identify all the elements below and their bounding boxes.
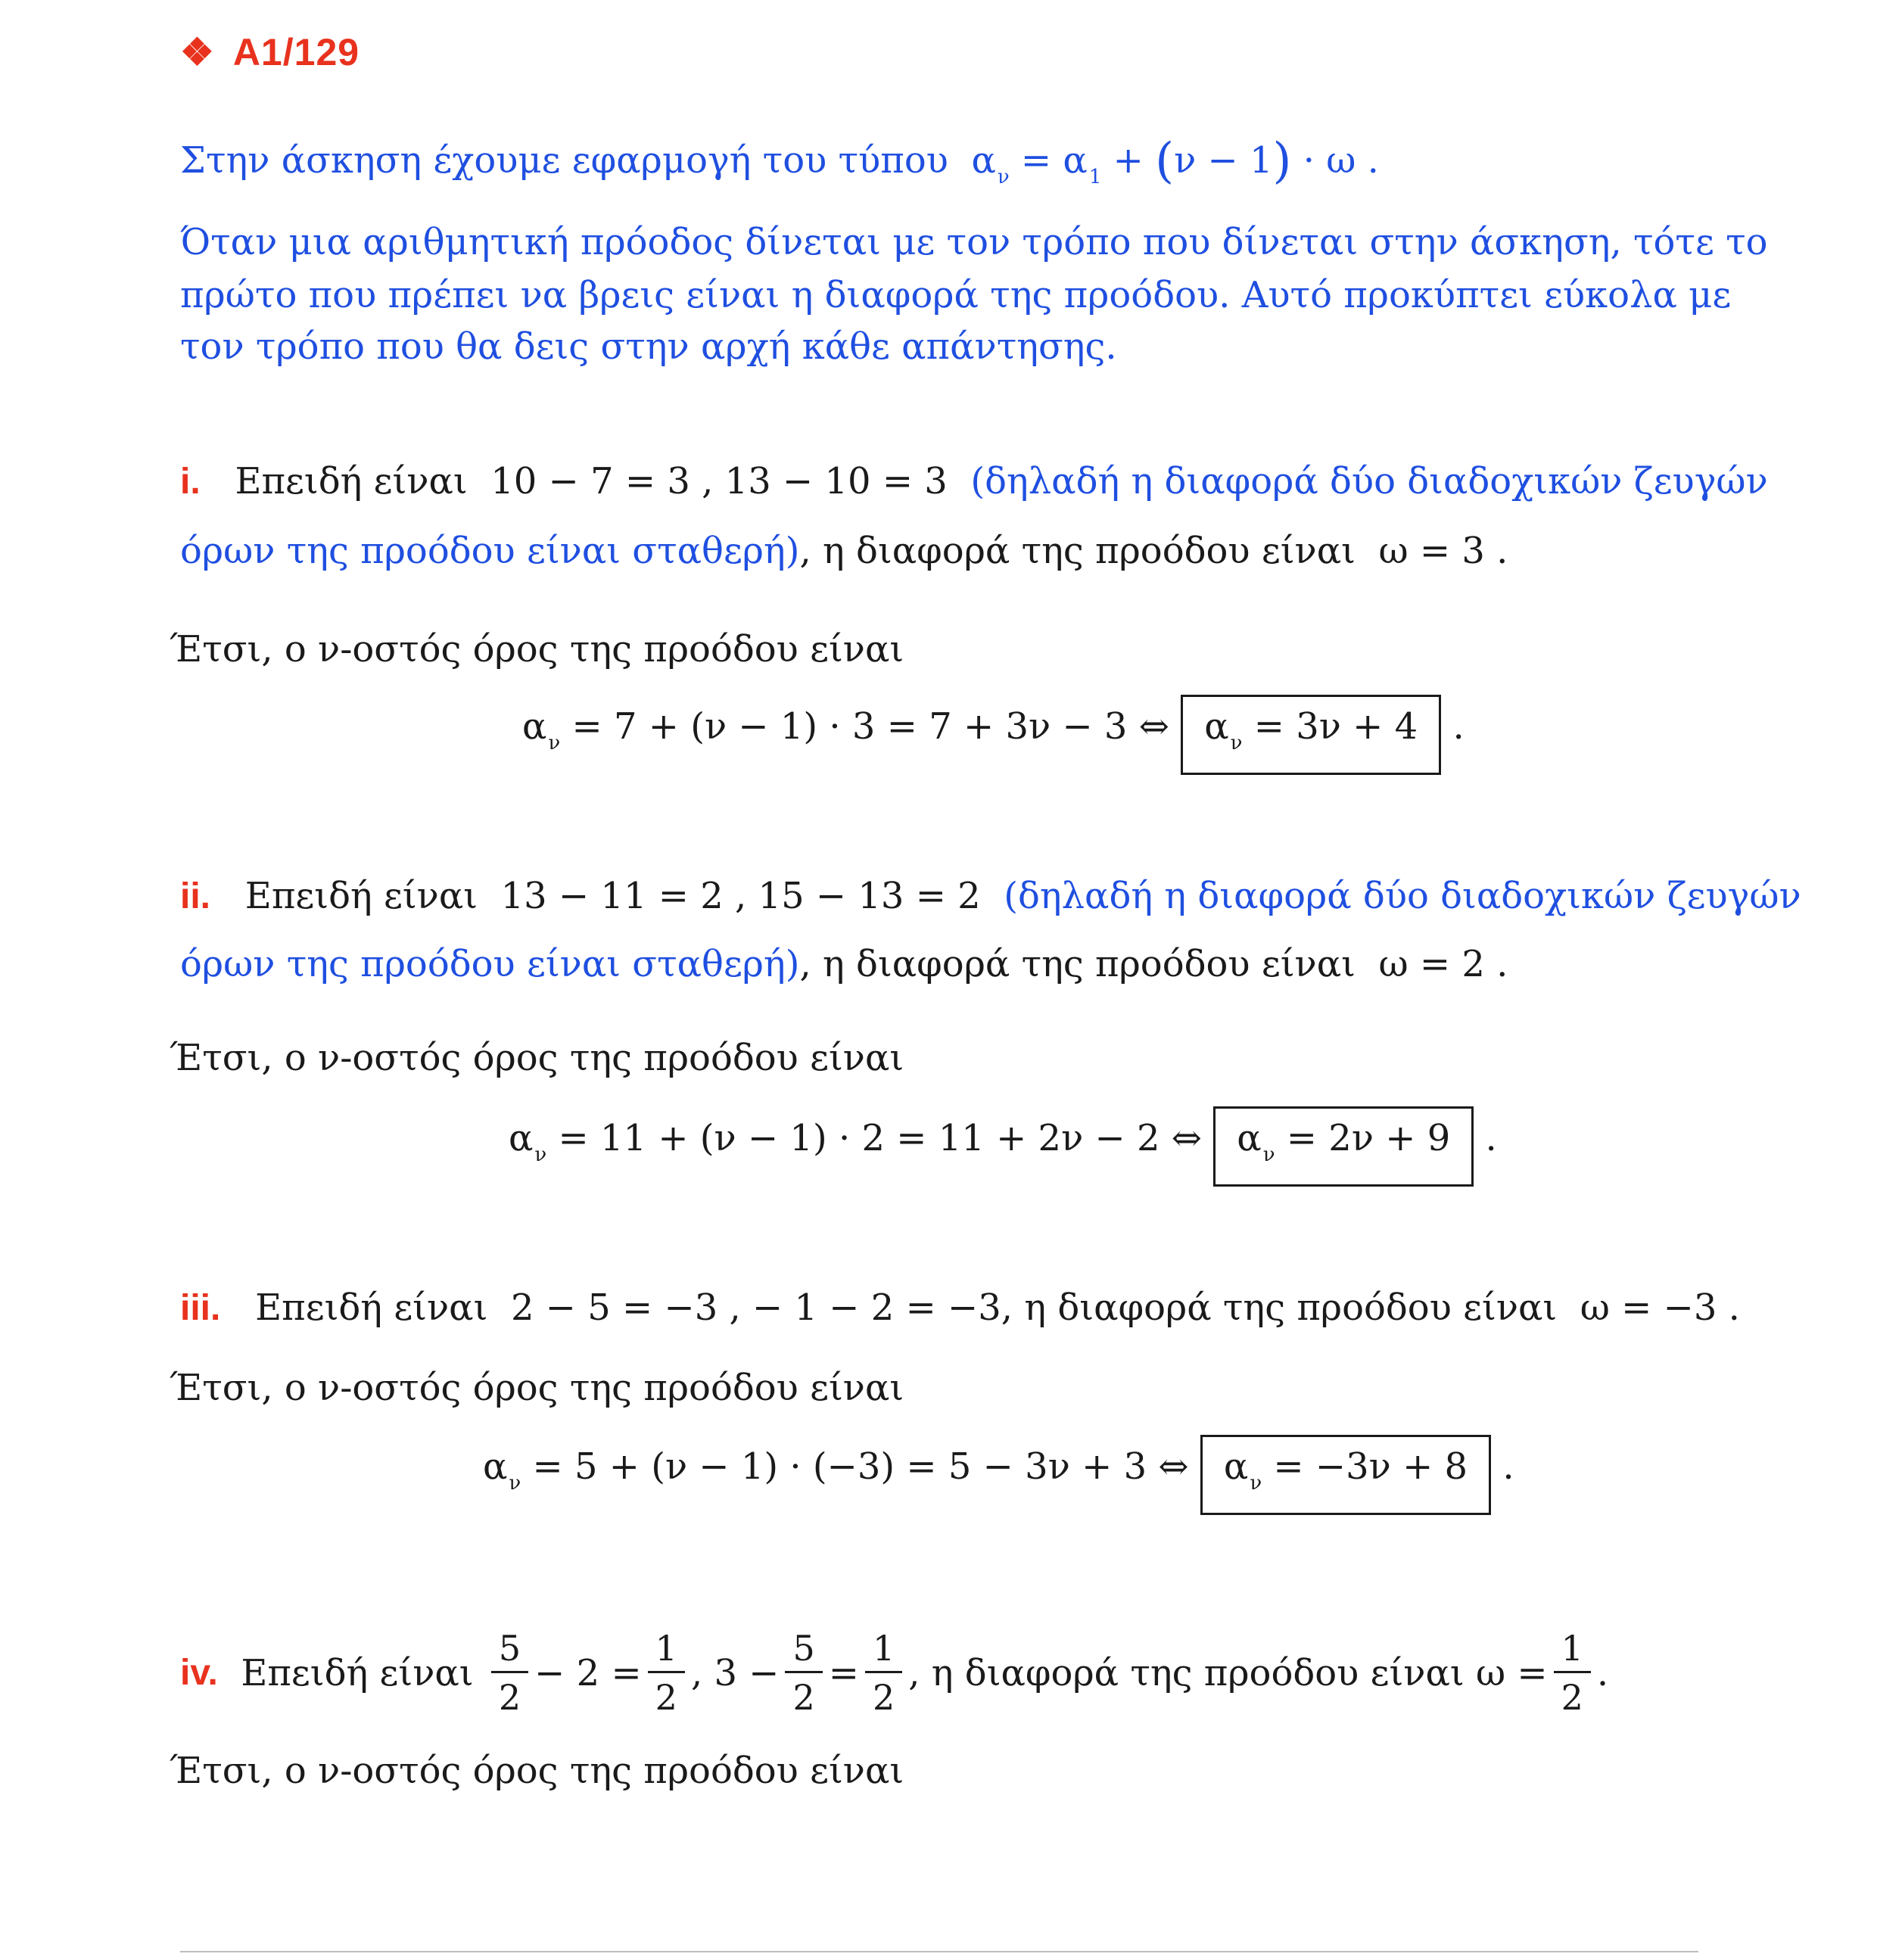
- part-iii-line-1: [180, 1286, 1740, 1329]
- difference-phrase: η διαφορά της προόδου είναι: [931, 1651, 1465, 1694]
- intro-formula-line: [180, 133, 1379, 189]
- intro-paragraph-line-1: Όταν μια αριθμητική πρόοδος δίνεται με τον τρόπο που δίνεται στην άσκηση, τότε το: [180, 221, 1768, 263]
- constant-note-1: (δηλαδή η διαφορά δύο διαδοχικών ζευγών: [1004, 875, 1801, 917]
- constant-note-2: όρων της προόδου είναι σταθερή): [180, 530, 800, 572]
- since-text: Επειδή είναι: [244, 875, 478, 917]
- omega-value: ω = 2 .: [1378, 943, 1508, 985]
- difference-phrase: η διαφορά της προόδου είναι: [1024, 1286, 1558, 1329]
- part-iv-nth-term-text: Έτσι, ο ν-οστός όρος της προόδου είναι: [170, 1750, 904, 1792]
- three-minus: , 3 −: [690, 1651, 780, 1694]
- constant-note-1: (δηλαδή η διαφορά δύο διαδοχικών ζευγών: [970, 460, 1768, 502]
- intro-paragraph-line-3: τον τρόπο που θα δεις στην αρχή κάθε απάντησης.: [180, 325, 1117, 368]
- intro-paragraph-line-2: πρώτο που πρέπει να βρεις είναι η διαφορά της προόδου. Αυτό προκύπτει εύκολα με: [180, 274, 1732, 316]
- part-label: i.: [180, 462, 201, 502]
- omega-prefix: ω =: [1475, 1651, 1548, 1694]
- part-iii-nth-term-text: Έτσι, ο ν-οστός όρος της προόδου είναι: [170, 1367, 904, 1409]
- fraction-one-half: $\frac{1}{2}$: [1554, 1627, 1591, 1719]
- part-ii-equation: $\alpha_\nu = 11 + (\nu - 1) \cdot 2 = 11 + 2\nu - 2$ ⇔ $\alpha_\nu = 2\nu + 9$ .: [509, 1106, 1497, 1187]
- fraction-five-halves: $\frac{5}{2}$: [491, 1627, 528, 1719]
- result-box: $\alpha_\nu = 2\nu + 9$: [1213, 1106, 1474, 1187]
- equation-left: = 11 + (ν − 1) · 2 = 11 + 2ν − 2 ⇔: [558, 1117, 1203, 1159]
- equation-left: = 5 + (ν − 1) · (−3) = 5 − 3ν + 3 ⇔: [532, 1445, 1189, 1488]
- general-term-formula: $\alpha_\nu = \alpha_1 + (\nu - 1) \cdot \omega$ .: [960, 133, 1379, 189]
- differences: 10 − 7 = 3 , 13 − 10 = 3: [490, 460, 948, 502]
- equation-left: = 7 + (ν − 1) · 3 = 7 + 3ν − 3 ⇔: [571, 705, 1169, 748]
- part-iv-line-1: iv. Επειδή είναι $\frac{5}{2}$ − 2 = $\frac{1}{2}$ , 3 − $\frac{5}{2}$ = $\frac{1}{2}$ , η διαφορά της προόδου είναι ω = $\frac{1}{2}$ .: [180, 1628, 1609, 1718]
- part-ii-line-2: όρων της προόδου είναι σταθερή), η διαφορά της προόδου είναι ω = 2 .: [180, 943, 1508, 985]
- result-formula: = −3ν + 8: [1273, 1445, 1468, 1488]
- since-text: Επειδή είναι: [241, 1651, 474, 1694]
- part-ii-nth-term-text: Έτσι, ο ν-οστός όρος της προόδου είναι: [170, 1037, 904, 1079]
- fraction-five-halves: $\frac{5}{2}$: [785, 1627, 822, 1719]
- since-text: Επειδή είναι: [255, 1286, 488, 1329]
- differences: 2 − 5 = −3 , − 1 − 2 = −3,: [510, 1286, 1013, 1329]
- intro-formula-text: Στην άσκηση έχουμε εφαρμογή του τύπου: [180, 139, 948, 182]
- differences: 13 − 11 = 2 , 15 − 13 = 2: [500, 875, 981, 917]
- part-label: ii.: [180, 876, 211, 916]
- fraction-one-half: $\frac{1}{2}$: [648, 1627, 685, 1719]
- difference-phrase: η διαφορά της προόδου είναι: [823, 530, 1356, 572]
- part-i-nth-term-text: Έτσι, ο ν-οστός όρος της προόδου είναι: [170, 628, 904, 670]
- difference-phrase: η διαφορά της προόδου είναι: [823, 943, 1356, 985]
- part-i-equation: $\alpha_\nu = 7 + (\nu - 1) \cdot 3 = 7 + 3\nu - 3$ ⇔ $\alpha_\nu = 3\nu + 4$ .: [522, 695, 1465, 775]
- part-label: iii.: [180, 1288, 221, 1328]
- fraction-one-half: $\frac{1}{2}$: [865, 1627, 902, 1719]
- result-formula: = 3ν + 4: [1253, 705, 1418, 748]
- footer-divider: [180, 1951, 1698, 1952]
- diamond-bullet-icon: ❖: [180, 31, 215, 73]
- result-formula: = 2ν + 9: [1286, 1117, 1451, 1159]
- result-box: $\alpha_\nu = -3\nu + 8$: [1200, 1435, 1491, 1515]
- part-ii-line-1: [180, 875, 1801, 917]
- part-i-line-2: όρων της προόδου είναι σταθερή), η διαφορά της προόδου είναι ω = 3 .: [180, 530, 1508, 572]
- part-label: iv.: [180, 1653, 218, 1693]
- result-box: $\alpha_\nu = 3\nu + 4$: [1181, 695, 1441, 775]
- omega-value: ω = −3 .: [1580, 1286, 1740, 1329]
- equals-sign: =: [828, 1651, 859, 1694]
- since-text: Επειδή είναι: [235, 460, 468, 502]
- exercise-code: A1/129: [232, 31, 360, 73]
- omega-value: ω = 3 .: [1378, 530, 1508, 572]
- page-title: [180, 30, 360, 74]
- part-i-line-1: [180, 460, 1768, 502]
- constant-note-2: όρων της προόδου είναι σταθερή): [180, 943, 800, 985]
- part-iii-equation: $\alpha_\nu = 5 + (\nu - 1) \cdot (-3) = 5 - 3\nu + 3$ ⇔ $\alpha_\nu = -3\nu + 8$ .: [483, 1435, 1514, 1515]
- minus-two: − 2 =: [534, 1651, 642, 1694]
